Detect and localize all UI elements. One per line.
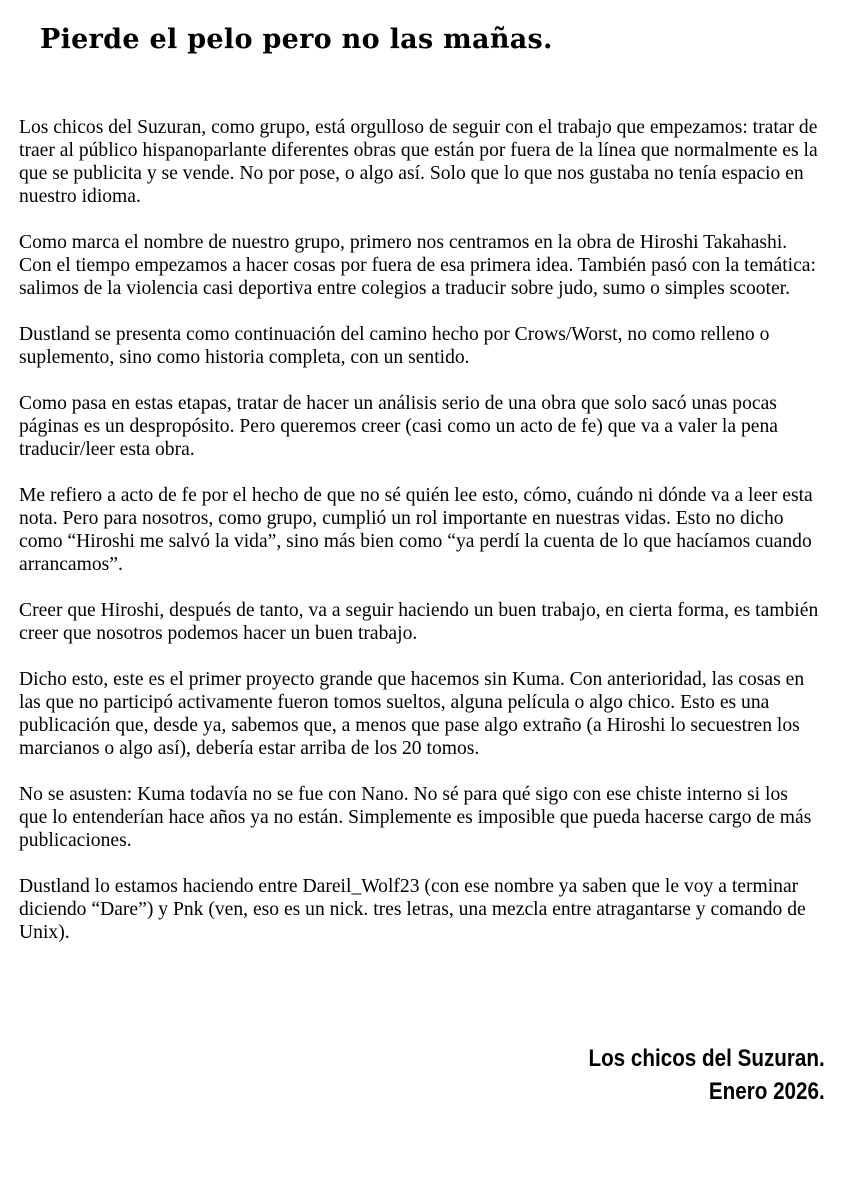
paragraph: Como marca el nombre de nuestro grupo, primero nos centramos en la obra de Hiroshi Takahashi. Con el tiempo empezamos a hacer cosas por fuera de esa primera idea. También pasó con la temática: salimos de la violencia casi deportiva entre colegios a traducir sobre judo, sumo o simples scooter. xyxy=(19,232,816,299)
paragraph: Como pasa en estas etapas, tratar de hacer un análisis serio de una obra que solo sacó unas pocas páginas es un despropósito. Pero queremos creer (casi como un acto de fe) que va a valer la pena traducir/leer esta obra. xyxy=(19,393,778,460)
paragraph: Los chicos del Suzuran, como grupo, está orgulloso de seguir con el trabajo que empezamos: tratar de traer al público hispanoparlante diferentes obras que están por fuera de la línea que normalmente es la que se publicita y se vende. No por pose, o algo así. Solo que lo que nos gustaba no tenía espacio en nuestro idioma. xyxy=(19,117,818,207)
paragraph: Dustland lo estamos haciendo entre Dareil_Wolf23 (con ese nombre ya saben que le voy a terminar diciendo “Dare”) y Pnk (ven, eso es un nick. tres letras, una mezcla entre atragantarse y comando de Unix). xyxy=(19,876,806,943)
paragraph: Me refiero a acto de fe por el hecho de que no sé quién lee esto, cómo, cuándo ni dónde va a leer esta nota. Pero para nosotros, como grupo, cumplió un rol importante en nuestras vidas. Esto no dicho como “Hiroshi me salvó la vida”, sino más bien como “ya perdí la cuenta de lo que hacíamos cuando arrancamos”. xyxy=(19,485,813,575)
paragraph: No se asusten: Kuma todavía no se fue con Nano. No sé para qué sigo con ese chiste interno si los que lo entenderían hace años ya no están. Simplemente es imposible que pueda hacerse cargo de más publicaciones. xyxy=(19,784,812,851)
signature-date: Enero 2026. xyxy=(709,1078,825,1105)
paragraph: Dicho esto, este es el primer proyecto grande que hacemos sin Kuma. Con anterioridad, las cosas en las que no participó activamente fueron tomos sueltos, alguna película o algo chico. Esto es una publicación que, desde ya, sabemos que, a menos que pase algo extraño (a Hiroshi lo secuestren los marcianos o algo así), debería estar arriba de los 20 tomos. xyxy=(19,669,805,759)
document-title: Pierde el pelo pero no las mañas. xyxy=(40,24,553,55)
paragraph: Creer que Hiroshi, después de tanto, va a seguir haciendo un buen trabajo, en cierta forma, es también creer que nosotros podemos hacer un buen trabajo. xyxy=(19,600,819,644)
signature-author: Los chicos del Suzuran. xyxy=(588,1045,825,1072)
signature-block xyxy=(589,1042,825,1108)
paragraph: Dustland se presenta como continuación del camino hecho por Crows/Worst, no como relleno o suplemento, sino como historia completa, con un sentido. xyxy=(19,324,770,368)
document-body xyxy=(19,116,819,967)
